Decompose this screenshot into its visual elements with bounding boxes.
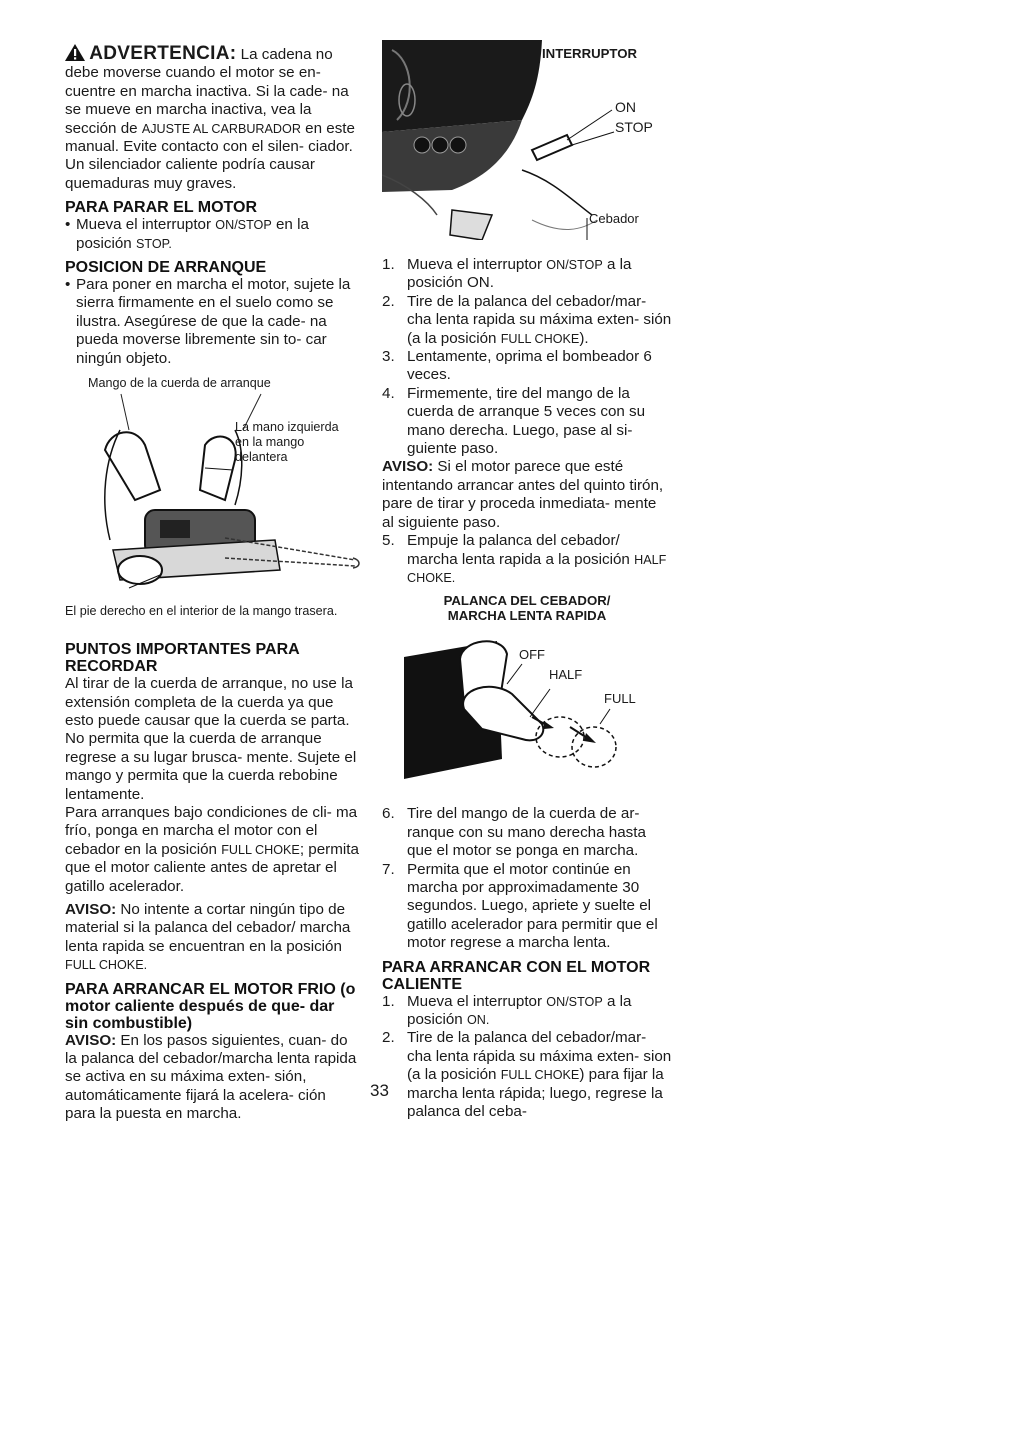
right-foot-caption: El pie derecho en el interior de la mango trasera.	[65, 604, 338, 619]
choke-half-label: HALF	[549, 667, 583, 683]
switch-figure	[382, 44, 672, 244]
choke-title-1: PALANCA DEL CEBADOR/	[443, 593, 611, 609]
starting-position-figure	[65, 376, 360, 606]
warning-paragraph: ADVERTENCIA: La cadena no debe moverse cuando el motor se en- cuentre en marcha inactiva. Si la cade- na se mueve en marcha inactiva, vea la sección de AJUSTE AL CARBURADOR en este manual. Evite contacto con el silen- ciador. Un silenciador caliente podría causar quemaduras muy graves.	[65, 43, 355, 192]
starter-handle-label: Mango de la cuerda de arranque	[88, 376, 271, 391]
left-hand-label: La mano izquierda en la mango delantera	[235, 420, 339, 465]
step-2: 2. Tire de la palanca del cebador/mar- cha lenta rapida su máxima exten- sión (a la posición FULL CHOKE).	[382, 292, 672, 347]
remember-aviso: AVISO: No intente a cortar ningún tipo de material si la palanca del cebador/ marcha lenta rapida se encuentran en la posición FULL CHOKE.	[65, 900, 351, 973]
primer-label: Cebador	[589, 211, 639, 226]
switch-title: INTERRUPTOR	[542, 46, 638, 61]
step-4: 4. Firmemente, tire del mango de la cuerda de arranque 5 veces con su mano derecha. Luego, pase al si- guiente paso.	[382, 384, 646, 458]
step-3: 3. Lentamente, oprima el bombeador 6 veces.	[382, 348, 652, 384]
switch-on-label: ON	[615, 99, 636, 115]
warm-start-heading: PARA ARRANCAR CON EL MOTOR CALIENTE	[382, 958, 651, 993]
remember-paragraph-2: Para arranques bajo condiciones de cli- ma frío, ponga en marcha el motor con el cebador en la posición FULL CHOKE; permita que el motor caliente antes de apretar el gatillo acelerador.	[65, 803, 359, 895]
choke-full-label: FULL	[604, 691, 636, 707]
choke-off-label: OFF	[519, 647, 545, 663]
step-6: 6. Tire del mango de la cuerda de ar- ranque con su mano derecha hasta que el motor se ponga en marcha.	[382, 805, 646, 860]
stop-engine-heading: PARA PARAR EL MOTOR	[65, 199, 258, 217]
step-5: 5. Empuje la palanca del cebador/ marcha lenta rapida a la posición HALF CHOKE.	[382, 532, 667, 585]
start-position-heading: POSICION DE ARRANQUE	[65, 259, 267, 277]
remember-heading: PUNTOS IMPORTANTES PARA RECORDAR	[65, 641, 300, 676]
remember-paragraph-1: Al tirar de la cuerda de arranque, no use la extensión completa de la cuerda ya que esto puede causar que la cuerda se parta. No permita que la cuerda de arranque regrese a su lugar brusca- mente. Sujete el mango y permita que la cuerda rebobine lentamente.	[65, 675, 357, 803]
warning-title: ADVERTENCIA:	[89, 43, 237, 64]
right-column	[382, 44, 672, 1121]
warm-step-1: 1. Mueva el interruptor ON/STOP a la posición ON.	[382, 992, 632, 1028]
cold-start-aviso: AVISO: En los pasos siguientes, cuan- do la palanca del cebador/marcha lenta rapida se activa en su máxima exten- sión, automáticamente fijará la acelera- ción para la puesta en marcha.	[65, 1031, 357, 1123]
switch-stop-label: STOP	[615, 119, 653, 135]
step-7: 7. Permita que el motor continúe en marcha por approximadamente 30 segundos. Luego, apriete y suelte el gatillo acelerador para permitir que el motor regrese a marcha lenta.	[382, 860, 658, 952]
start-position-bullet: • Para poner en marcha el motor, sujete la sierra firmamente en el suelo como se ilustra. Asegúrese de que la cade- na pueda moverse libremente sin to- car ningún objeto.	[65, 276, 351, 367]
page-number: 33	[370, 1081, 389, 1100]
steps-aviso: AVISO: Si el motor parece que esté intentando arrancar antes del quinto tirón, pare de tirar y proceda inmediata- mente al siguiente paso.	[382, 458, 664, 531]
cold-start-heading: PARA ARRANCAR EL MOTOR FRIO (o motor caliente después de que- dar sin combustible)	[65, 980, 356, 1032]
warm-step-2: 2. Tire de la palanca del cebador/mar- cha lenta rápida su máxima exten- sion (a la posición FULL CHOKE) para fijar la marcha lenta rápida; luego, regrese la palanca del ceba-	[382, 1029, 672, 1120]
warning-triangle-icon	[65, 44, 85, 61]
choke-title-2: MARCHA LENTA RAPIDA	[447, 608, 607, 624]
choke-figure	[382, 629, 672, 801]
left-column	[65, 44, 360, 1124]
stop-engine-bullet: • Mueva el interruptor ON/STOP en la posición STOP.	[65, 216, 309, 252]
engine-switch-illustration	[382, 40, 672, 240]
step-1: 1. Mueva el interruptor ON/STOP a la posición ON.	[382, 256, 632, 292]
